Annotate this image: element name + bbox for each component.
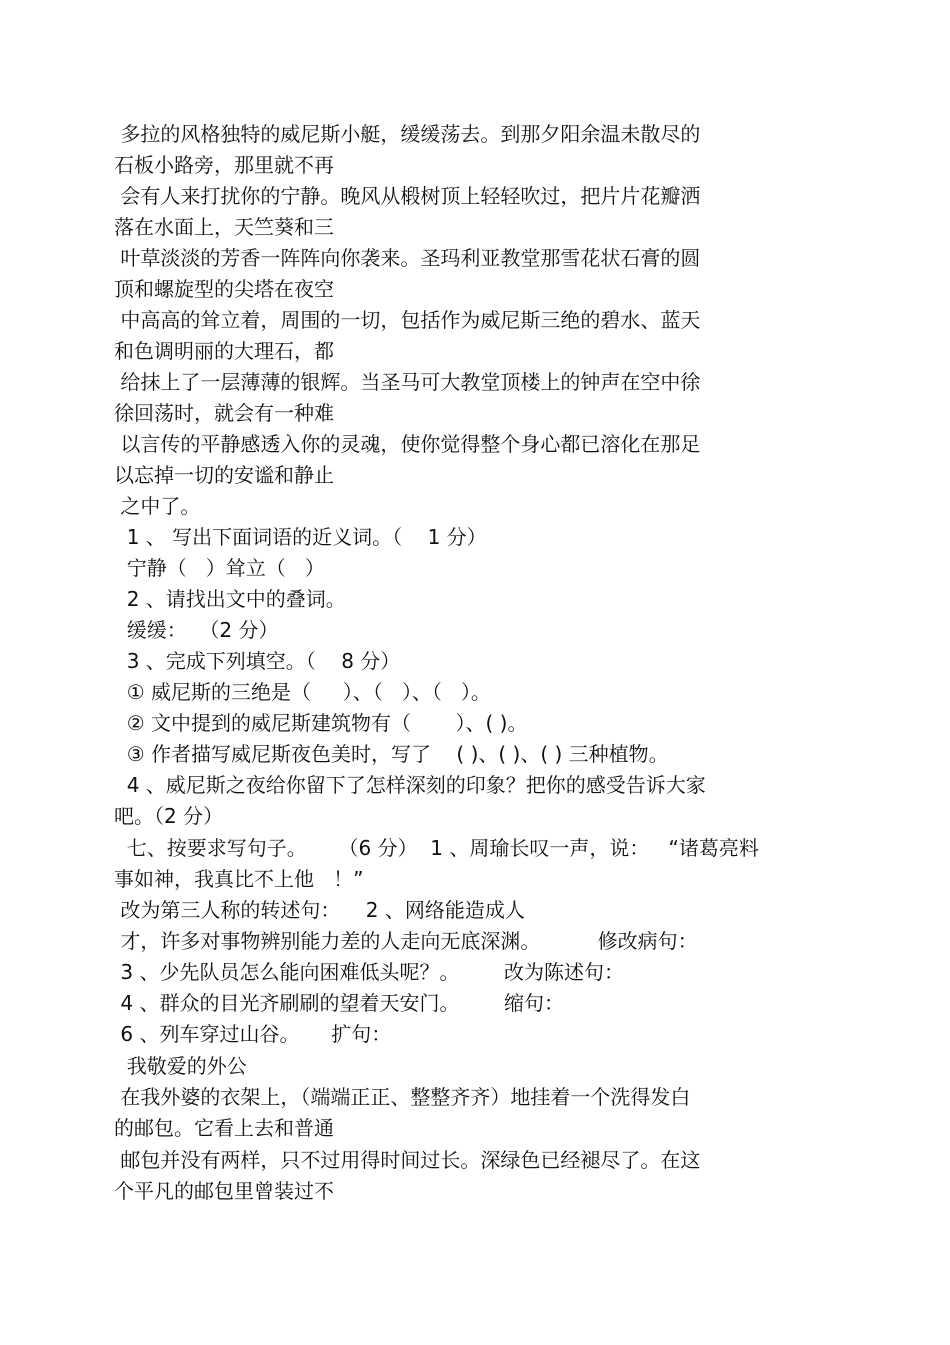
question-line: 1 、 写出下面词语的近义词。（ 1 分） [114, 525, 487, 549]
question-line: ③ 作者描写威尼斯夜色美时，写了 ( )、( )、( ) 三种植物。 [114, 742, 669, 766]
question-line: ② 文中提到的威尼斯建筑物有（ ）、( )。 [114, 711, 528, 735]
text-line: 徐回荡时，就会有一种难 [114, 401, 334, 425]
text-line: 给抹上了一层薄薄的银辉。当圣马可大教堂顶楼上的钟声在空中徐 [114, 370, 701, 394]
text-line: 邮包并没有两样，只不过用得时间过长。深绿色已经褪尽了。在这 [114, 1148, 701, 1172]
text-line: 3 、少先队员怎么能向困难低头呢？。 改为陈述句： [114, 960, 624, 984]
section-heading: 七、按要求写句子。 （6 分） 1 、周瑜长叹一声，说： “诸葛亮料 [114, 836, 759, 860]
text-line: 在我外婆的衣架上，（端端正正、整整齐齐）地挂着一个洗得发白 [114, 1085, 691, 1109]
text-line: 以言传的平静感透入你的灵魂，使你觉得整个身心都已溶化在那足 [114, 432, 701, 456]
question-line: 4 、威尼斯之夜给你留下了怎样深刻的印象？把你的感受告诉大家 [114, 773, 706, 797]
text-line: 石板小路旁，那里就不再 [114, 153, 334, 177]
text-line: 事如神，我真比不上他 ！” [114, 867, 364, 891]
question-line: 吧。（2 分） [114, 804, 224, 828]
text-line: 叶草淡淡的芳香一阵阵向你袭来。圣玛利亚教堂那雪花状石膏的圆 [114, 246, 701, 270]
text-line: 以忘掉一切的安谧和静止 [114, 463, 334, 487]
question-line: 2 、请找出文中的叠词。 [114, 587, 346, 611]
text-line: 和色调明丽的大理石，都 [114, 339, 334, 363]
text-line: 之中了。 [114, 494, 201, 518]
question-line: 宁静（ ）耸立（ ） [114, 556, 325, 580]
passage-title: 我敬爱的外公 [114, 1054, 247, 1078]
text-line: 个平凡的邮包里曾装过不 [114, 1179, 334, 1203]
text-line: 改为第三人称的转述句： 2 、网络能造成人 [114, 898, 525, 922]
text-line: 会有人来打扰你的宁静。晚风从椴树顶上轻轻吹过，把片片花瓣洒 [114, 184, 701, 208]
question-line: ① 威尼斯的三绝是（ ）、（ ）、（ ）。 [114, 680, 491, 704]
question-line: 缓缓： （2 分） [114, 618, 279, 642]
text-line: 落在水面上，天竺葵和三 [114, 215, 334, 239]
text-line: 多拉的风格独特的威尼斯小艇，缓缓荡去。到那夕阳余温未散尽的 [114, 122, 701, 146]
text-line: 中高高的耸立着，周围的一切，包括作为威尼斯三绝的碧水、蓝天 [114, 308, 701, 332]
text-line: 4 、群众的目光齐刷刷的望着天安门。 缩句： [114, 991, 564, 1015]
text-line: 的邮包。它看上去和普通 [114, 1116, 334, 1140]
text-line: 才，许多对事物辨别能力差的人走向无底深渊。 修改病句： [114, 929, 698, 953]
question-line: 3 、完成下列填空。（ 8 分） [114, 649, 401, 673]
text-line: 顶和螺旋型的尖塔在夜空 [114, 277, 334, 301]
text-line: 6 、列车穿过山谷。 扩句： [114, 1022, 392, 1046]
